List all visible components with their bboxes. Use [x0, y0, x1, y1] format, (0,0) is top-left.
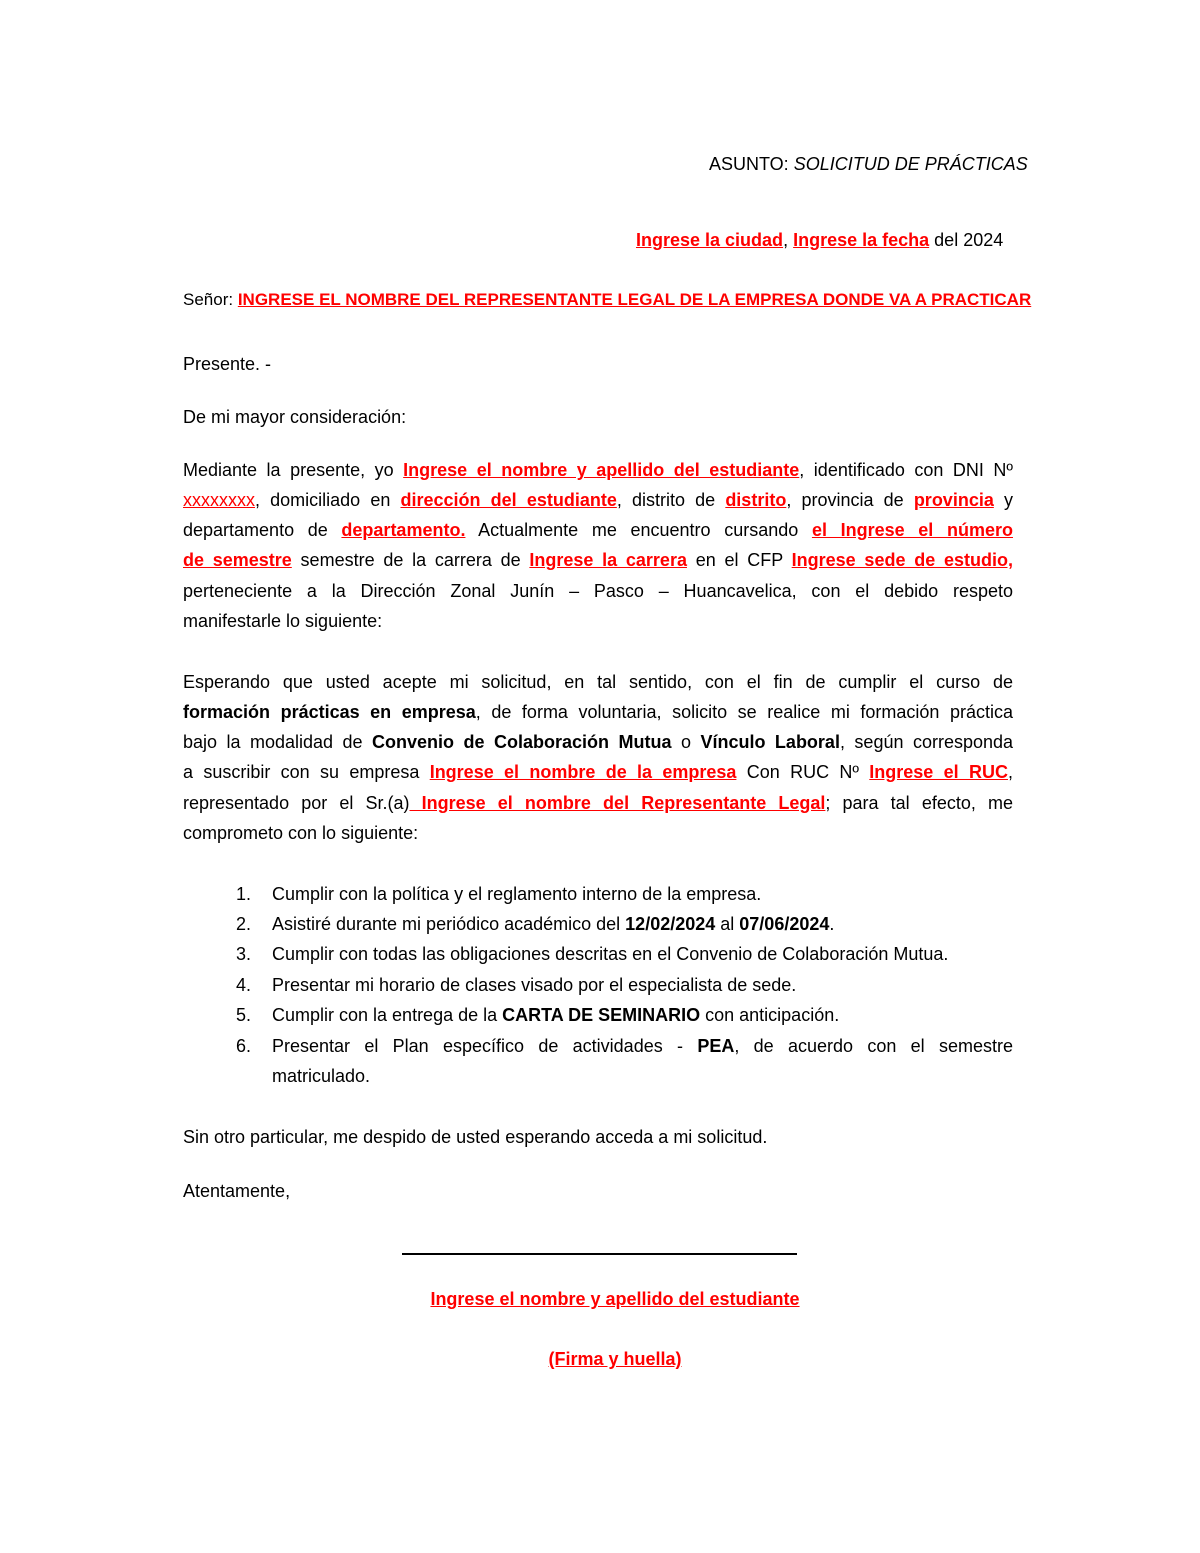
- para1-line1: [183, 459, 1013, 481]
- text-run: departamento de: [183, 520, 342, 540]
- sign-off: Atentamente,: [183, 1181, 291, 1201]
- para1-line6: manifestarle lo siguiente:: [183, 611, 383, 631]
- text-run: , identificado con DNI Nº: [799, 460, 1013, 480]
- text-run: , distrito de: [616, 490, 726, 510]
- list-number: 3.: [236, 944, 252, 964]
- text-run: Con RUC Nº: [736, 762, 870, 782]
- para1-line4: [183, 549, 1013, 571]
- list-number: 4.: [236, 975, 252, 995]
- para1-line3: [183, 519, 1013, 541]
- closing-line: Sin otro particular, me despido de usted esperando acceda a mi solicitud.: [183, 1127, 768, 1147]
- ruc-placeholder: Ingrese el RUC: [869, 762, 1008, 782]
- text-run: Presentar el Plan específico de actividades -: [272, 1036, 698, 1056]
- list-number: 2.: [236, 914, 252, 934]
- signature-note: [0, 1348, 1200, 1370]
- text-run: , de forma voluntaria, solicito se realice mi formación práctica: [475, 702, 1013, 722]
- address-placeholder: dirección del estudiante: [400, 490, 617, 510]
- para2-line4: [183, 761, 1013, 783]
- signature-name: [0, 1288, 1200, 1310]
- signature-note-text: (Firma y huella): [548, 1349, 682, 1369]
- para1-line2: [183, 489, 1013, 511]
- text-run: en el CFP: [686, 550, 792, 570]
- list-number: 6.: [236, 1036, 252, 1056]
- end-date: 07/06/2024: [739, 914, 830, 934]
- date-placeholder: Ingrese la fecha: [793, 230, 930, 250]
- para2-line1: Esperando que usted acepte mi solicitud, en tal sentido, con el fin de cumplir el curso de: [183, 672, 1013, 692]
- list-item-4: Presentar mi horario de clases visado por el especialista de sede.: [272, 975, 797, 995]
- recipient-label: Señor:: [183, 290, 234, 309]
- start-date: 12/02/2024: [625, 914, 716, 934]
- presente-line: Presente. -: [183, 354, 272, 374]
- text-run: ,: [1007, 762, 1013, 782]
- subject-value: SOLICITUD DE PRÁCTICAS: [793, 154, 1028, 174]
- semester-placeholder: el Ingrese el número: [811, 520, 1013, 540]
- text-run: Actualmente me encuentro cursando: [465, 520, 812, 540]
- text-run-bold: formación prácticas en empresa: [183, 702, 476, 722]
- list-item-1: Cumplir con la política y el reglamento interno de la empresa.: [272, 884, 762, 904]
- department-placeholder: departamento.: [341, 520, 466, 540]
- para1-line5: perteneciente a la Dirección Zonal Junín – Pasco – Huancavelica, con el debido respeto: [183, 581, 1013, 601]
- text-run: Cumplir con la entrega de la: [272, 1005, 503, 1025]
- text-run: Asistiré durante mi periódico académico del: [272, 914, 626, 934]
- district-placeholder: distrito: [725, 490, 787, 510]
- list-number: 1.: [236, 884, 252, 904]
- subject-line: [709, 153, 1028, 175]
- text-run: al: [715, 914, 740, 934]
- text-run: Mediante la presente, yo: [183, 460, 404, 480]
- dni-placeholder: xxxxxxxx: [183, 490, 255, 510]
- text-run: , según corresponda: [839, 732, 1014, 752]
- province-placeholder: provincia: [913, 490, 994, 510]
- student-name-placeholder: Ingrese el nombre y apellido del estudiante: [430, 1289, 800, 1309]
- text-run: y: [993, 490, 1013, 510]
- list-item-6-cont: matriculado.: [272, 1066, 371, 1086]
- text-run-bold: Vínculo Laboral: [700, 732, 840, 752]
- list-item-2: [272, 913, 1013, 935]
- text-run: semestre de la carrera de: [291, 550, 530, 570]
- text-run: con anticipación.: [700, 1005, 840, 1025]
- signature-line: [402, 1253, 797, 1255]
- para2-line6: comprometo con lo siguiente:: [183, 823, 419, 843]
- recipient-line: [183, 289, 1031, 311]
- text-run: , de acuerdo con el semestre: [734, 1036, 1013, 1056]
- greeting-line: De mi mayor consideración:: [183, 407, 407, 427]
- recipient-placeholder: INGRESE EL NOMBRE DEL REPRESENTANTE LEGAL DE LA EMPRESA DONDE VA A PRACTICAR: [237, 290, 1032, 309]
- list-item-3: Cumplir con todas las obligaciones descritas en el Convenio de Colaboración Mutua.: [272, 944, 949, 964]
- list-item-5: [272, 1004, 1013, 1026]
- para2-line2: [183, 701, 1013, 723]
- campus-placeholder: Ingrese sede de estudio,: [791, 550, 1013, 570]
- list-number: 5.: [236, 1005, 252, 1025]
- text-run: .: [829, 914, 835, 934]
- semester-placeholder-cont: de semestre: [183, 550, 292, 570]
- list-item-6: [272, 1035, 1013, 1057]
- text-run: ; para tal efecto, me: [825, 793, 1013, 813]
- text-run-bold: Convenio de Colaboración Mutua: [372, 732, 672, 752]
- text-run-bold: PEA: [697, 1036, 735, 1056]
- legal-rep-placeholder: Ingrese el nombre del Representante Legal: [409, 793, 826, 813]
- date-line: [636, 229, 1003, 251]
- subject-label: ASUNTO:: [709, 154, 789, 174]
- date-suffix: del 2024: [929, 230, 1004, 250]
- city-placeholder: Ingrese la ciudad: [636, 230, 784, 250]
- text-run: representado por el Sr.(a): [183, 793, 410, 813]
- text-run: a suscribir con su empresa: [183, 762, 430, 782]
- career-placeholder: Ingrese la carrera: [529, 550, 687, 570]
- para2-line3: [183, 731, 1013, 753]
- text-run-bold: CARTA DE SEMINARIO: [502, 1005, 701, 1025]
- date-separator: ,: [783, 230, 789, 250]
- text-run: o: [671, 732, 701, 752]
- text-run: , provincia de: [786, 490, 914, 510]
- text-run: bajo la modalidad de: [183, 732, 373, 752]
- student-name-placeholder: Ingrese el nombre y apellido del estudiante: [403, 460, 800, 480]
- text-run: , domiciliado en: [255, 490, 401, 510]
- para2-line5: [183, 792, 1013, 814]
- company-placeholder: Ingrese el nombre de la empresa: [429, 762, 737, 782]
